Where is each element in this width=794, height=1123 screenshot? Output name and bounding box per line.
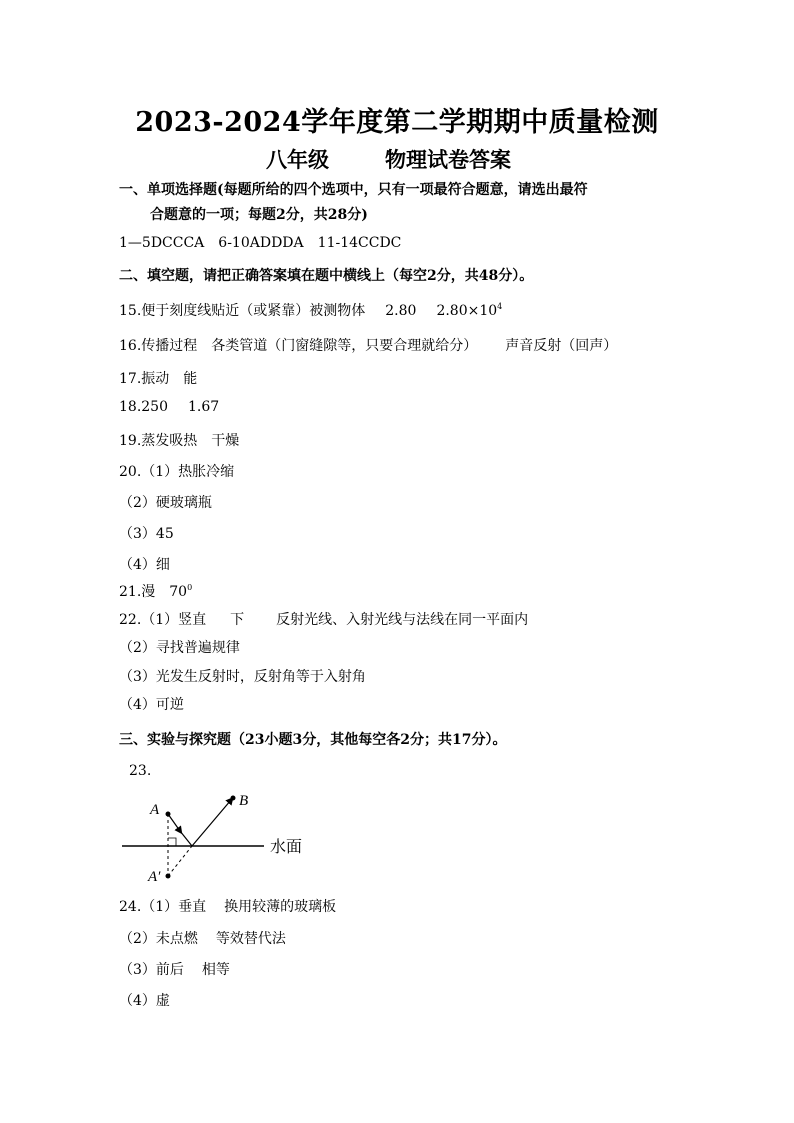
answer-16-c: 声音反射（回声） [505,338,618,354]
answer-20-3: （3）45 [119,526,174,542]
answers-6-10: 6-10ADDDA [218,235,304,251]
answer-22-3: （3）光发生反射时，反射角等于入射角 [119,669,366,685]
answer-22-4: （4）可逆 [119,697,184,713]
answer-16-b: 各类管道（门窗缝隙等，只要合理就给分） [211,338,478,354]
answer-18-b: 1.67 [188,399,220,415]
answers-1-5: 1—5DCCCA [119,235,205,251]
answer-22-2: （2）寻找普遍规律 [119,640,240,656]
incident-ray [180,831,192,846]
extended-reflection-line [168,846,192,876]
answer-24-2-a: （2）未点燃 [119,931,198,947]
answer-18-a: 18.250 [119,399,168,415]
answer-15-c-exponent: 4 [497,302,503,311]
answer-22-1 [119,609,528,629]
answer-24-3-b: 相等 [201,962,230,978]
answer-15-c: 2.80×10 [436,303,498,319]
question-23-label: 23. [129,763,152,779]
answer-16 [119,335,617,355]
right-angle-mark [168,838,176,846]
section1-heading-line1: 一、单项选择题(每题所给的四个选项中，只有一项最符合题意，请选出最符 [119,182,588,198]
answer-24-2 [119,928,286,948]
answer-17 [119,368,197,388]
answer-16-a: 16.传播过程 [119,338,198,354]
point-a-label: A [150,802,160,818]
grade-label: 八年级 [266,147,329,172]
answers-11-14: 11-14CCDC [317,235,402,251]
answer-20-4: （4）细 [119,557,170,573]
answer-22-1-c: 反射光线、入射光线与法线在同一平面内 [276,612,529,628]
answer-24-3-a: （3）前后 [119,962,184,978]
answer-18 [119,399,219,415]
section1-answers [119,235,401,251]
answer-24-1-a: 24.（1）垂直 [119,899,207,915]
answer-20-2: （2）硬玻璃瓶 [119,495,212,511]
answer-15-a: 15.便于刻度线贴近（或紧靠）被测物体 [119,303,366,319]
answer-19-a: 19.蒸发吸热 [119,433,198,449]
document-title: 2023-2024学年度第二学期期中质量检测 [135,107,659,138]
answer-20-1: 20.（1）热胀冷缩 [119,464,235,480]
answer-19-b: 干燥 [211,433,240,449]
answer-21-a: 21.漫 [119,584,156,600]
point-a-image-dot [166,874,171,879]
answer-22-1-b: 下 [230,612,245,628]
answer-24-3 [119,959,230,979]
reflection-diagram [118,788,318,884]
reflected-ray [192,800,231,846]
section1-heading-line2: 合题意的一项；每题2分，共28分) [150,207,368,223]
answer-19 [119,430,239,450]
answer-15 [119,300,502,320]
section3-heading: 三、实验与探究题（23小题3分，其他每空各2分；共17分）。 [119,732,507,748]
point-b-dot [231,796,236,801]
point-a-image-label: A′ [148,869,161,884]
water-surface-label: 水面 [270,837,303,856]
answer-24-1-b: 换用较薄的玻璃板 [224,899,337,915]
answer-17-b: 能 [183,371,198,387]
answer-15-b: 2.80 [385,303,417,319]
point-b-label: B [239,793,249,809]
answer-17-a: 17.振动 [119,371,170,387]
answer-24-2-b: 等效替代法 [215,931,286,947]
subject-label: 物理试卷答案 [385,147,511,172]
answer-21-b: 70 [169,584,188,600]
answer-24-4: （4）虚 [119,993,170,1009]
answer-22-1-a: 22.（1）竖直 [119,612,207,628]
answer-21-degree: 0 [187,583,193,592]
incident-ray-arrow [168,814,180,831]
answer-21 [119,581,192,601]
point-a-dot [166,812,171,817]
section2-heading: 二、填空题，请把正确答案填在题中横线上（每空2分，共48分）。 [119,268,534,284]
answer-24-1 [119,896,336,916]
